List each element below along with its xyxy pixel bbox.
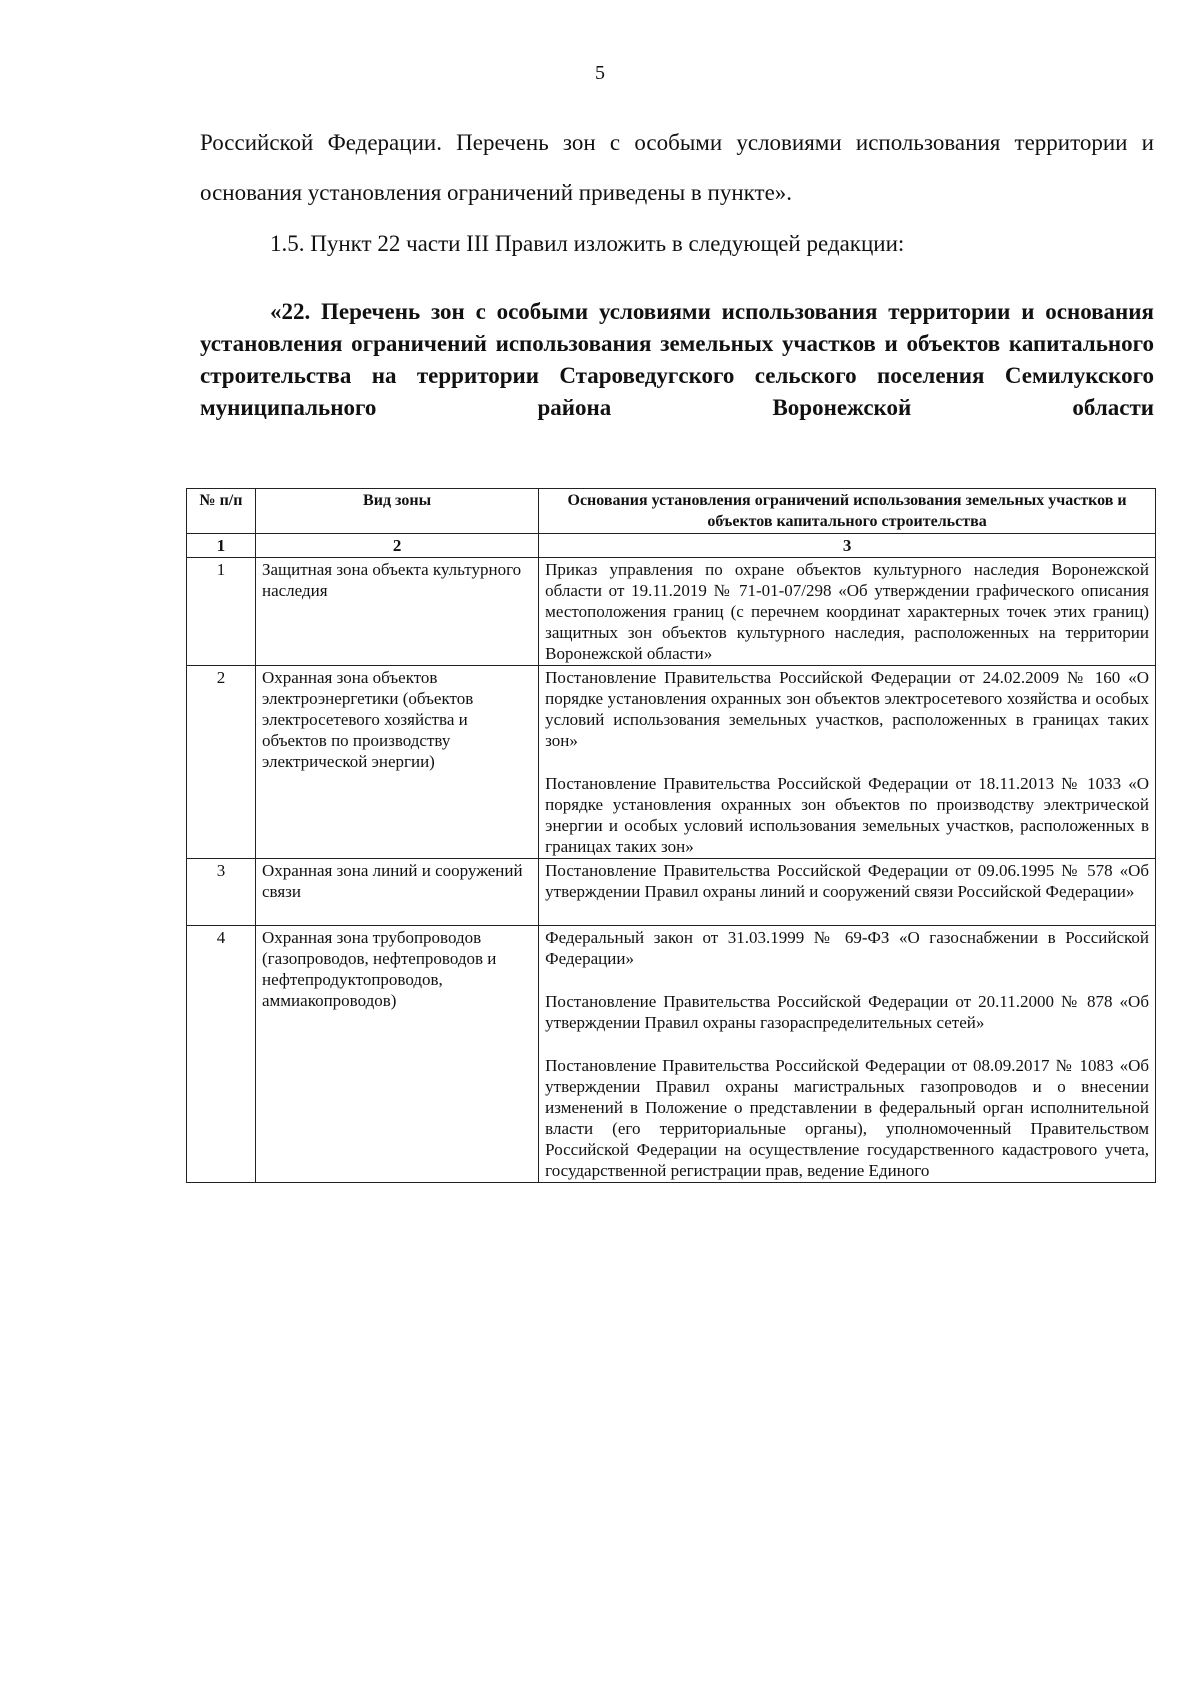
page-number: 5 (595, 62, 605, 84)
table-row (187, 926, 1156, 1183)
section-heading: «22. Перечень зон с особыми условиями использования территории и основания установления ограничений использования земельных участков и объектов капитального строительства на территории Староведугского сельского поселения Семилукского муниципального района Воронежской области (200, 299, 1154, 420)
spacer (545, 902, 1149, 924)
table-row (187, 859, 1156, 926)
intro-paragraph: Российской Федерации. Перечень зон с особыми условиями использования территории и основания установления ограничений приведены в пункте». (200, 130, 1154, 205)
zone-type: Охранная зона трубопроводов (газопроводов, нефтепроводов и нефтепродуктопроводов, аммиакопроводов) (255, 926, 538, 1183)
zones-table (186, 488, 1156, 1183)
column-number: 3 (539, 534, 1156, 558)
basis-document: Постановление Правительства Российской Федерации от 09.06.1995 № 578 «Об утверждении Правил охраны линий и сооружений связи Российской Федерации» (545, 861, 1149, 901)
column-number: 1 (187, 534, 256, 558)
basis-document: Постановление Правительства Российской Федерации от 08.09.2017 № 1083 «Об утверждении Правил охраны магистральных газопроводов и о внесении изменений в Положение о представлении в федеральный орган исполнительной власти (его территориальные органы), уполномоченный Правительством Российской Федерации на осуществление государственного кадастрового учета, государственной регистрации прав, ведение Единого (545, 1056, 1149, 1180)
column-number: 2 (255, 534, 538, 558)
zone-basis (539, 558, 1156, 666)
zone-basis (539, 859, 1156, 926)
row-number: 3 (187, 859, 256, 926)
zone-type: Защитная зона объекта культурного наследия (255, 558, 538, 666)
basis-document: Постановление Правительства Российской Федерации от 20.11.2000 № 878 «Об утверждении Правил охраны газораспределительных сетей» (545, 992, 1149, 1032)
row-number: 4 (187, 926, 256, 1183)
zone-type: Охранная зона линий и сооружений связи (255, 859, 538, 926)
basis-document: Постановление Правительства Российской Федерации от 24.02.2009 № 160 «О порядке установления охранных зон объектов электросетевого хозяйства и особых условий использования земельных участков, расположенных в границах таких зон» (545, 668, 1149, 750)
basis-document: Федеральный закон от 31.03.1999 № 69-ФЗ «О газоснабжении в Российской Федерации» (545, 928, 1149, 968)
zone-basis (539, 926, 1156, 1183)
zone-basis (539, 666, 1156, 859)
column-number-row (187, 534, 1156, 558)
zone-type: Охранная зона объектов электроэнергетики (объектов электросетевого хозяйства и объектов по производству электрической энергии) (255, 666, 538, 859)
amendment-paragraph: 1.5. Пункт 22 части III Правил изложить в следующей редакции: (270, 231, 905, 256)
header-number: № п/п (187, 489, 256, 534)
table-row (187, 666, 1156, 859)
row-number: 2 (187, 666, 256, 859)
basis-document: Приказ управления по охране объектов культурного наследия Воронежской области от 19.11.2019 № 71-01-07/298 «Об утверждении графического описания местоположения границ (с перечнем координат характерных точек этих границ) защитных зон объектов культурного наследия, расположенных на территории Воронежской области» (545, 560, 1149, 663)
header-basis: Основания установления ограничений использования земельных участков и объектов капитального строительства (539, 489, 1156, 534)
table-header-row (187, 489, 1156, 534)
basis-document: Постановление Правительства Российской Федерации от 18.11.2013 № 1033 «О порядке установления охранных зон объектов по производству электрической энергии и особых условий использования земельных участков, расположенных в границах таких зон» (545, 774, 1149, 856)
table-row (187, 558, 1156, 666)
row-number: 1 (187, 558, 256, 666)
header-zone-type: Вид зоны (255, 489, 538, 534)
